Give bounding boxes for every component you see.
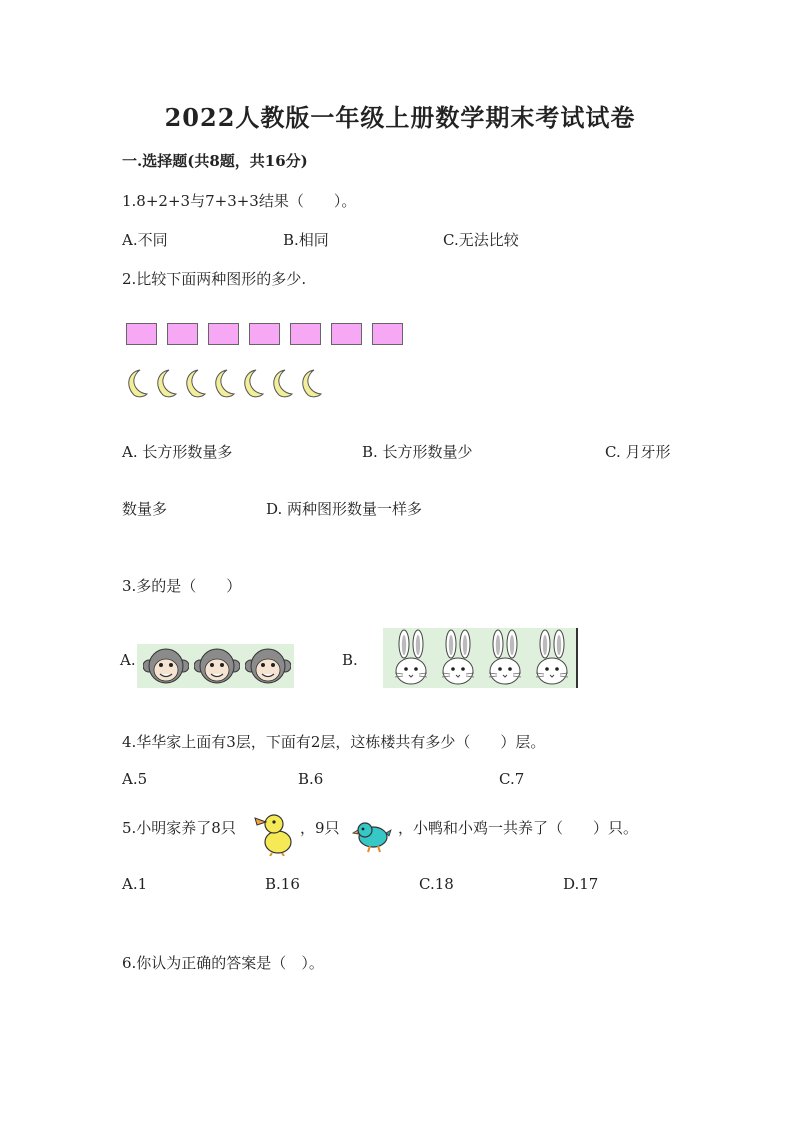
q5-option-d: D.17: [563, 875, 599, 893]
monkey-icon: [194, 646, 240, 686]
page-title: 2022人教版一年级上册数学期末考试试卷: [164, 103, 636, 132]
crescent-moon-icon: [211, 368, 235, 398]
duck-icon: [252, 808, 298, 856]
q1-option-b: B.相同: [283, 231, 329, 249]
q3-option-b-label: B.: [342, 651, 358, 669]
crescent-moon-icon: [153, 368, 177, 398]
rectangle-row: [126, 323, 413, 345]
rectangle-shape: [372, 323, 403, 345]
crescent-moon-icon: [124, 368, 148, 398]
question-5-part-1: 5.小明家养了8只: [122, 819, 236, 837]
question-6: 6.你认为正确的答案是（ ）。: [122, 954, 324, 972]
crescent-moon-icon: [269, 368, 293, 398]
q2-option-c: C. 月牙形: [605, 443, 671, 461]
q1-option-c: C.无法比较: [443, 231, 519, 249]
section-heading: 一.选择题(共8题，共16分): [122, 152, 308, 170]
question-5-part-3: ，小鸭和小鸡一共养了（ ）只。: [398, 819, 639, 837]
question-4: 4.华华家上面有3层，下面有2层，这栋楼共有多少（ ）层。: [122, 733, 546, 751]
rectangle-shape: [331, 323, 362, 345]
question-2: 2.比较下面两种图形的多少.: [122, 270, 307, 288]
question-1: 1.8+2+3与7+3+3结果（ ）。: [122, 192, 357, 210]
q4-option-b: B.6: [298, 770, 324, 788]
rectangle-shape: [208, 323, 239, 345]
q2-option-b: B. 长方形数量少: [362, 443, 473, 461]
q4-option-a: A.5: [122, 770, 148, 788]
rabbit-icon: [391, 629, 431, 687]
q3-option-a-label: A.: [120, 651, 136, 669]
crescent-row: [124, 368, 327, 398]
crescent-moon-icon: [298, 368, 322, 398]
q2-option-c-continued: 数量多: [122, 500, 168, 518]
rectangle-shape: [249, 323, 280, 345]
chick-icon: [352, 815, 392, 855]
crescent-moon-icon: [240, 368, 264, 398]
rabbit-icon: [438, 629, 478, 687]
question-3: 3.多的是（ ）: [122, 577, 242, 595]
q5-option-b: B.16: [265, 875, 300, 893]
q4-option-c: C.7: [499, 770, 525, 788]
question-5-part-2: ，9只: [300, 819, 340, 837]
rabbit-icon: [532, 629, 572, 687]
rabbit-picture: [383, 628, 578, 688]
q5-option-a: A.1: [122, 875, 148, 893]
rectangle-shape: [167, 323, 198, 345]
q1-option-a: A.不同: [122, 231, 168, 249]
crescent-moon-icon: [182, 368, 206, 398]
monkey-icon: [245, 646, 291, 686]
monkey-icon: [143, 646, 189, 686]
q2-option-d: D. 两种图形数量一样多: [266, 500, 423, 518]
rectangle-shape: [290, 323, 321, 345]
q2-option-a: A. 长方形数量多: [122, 443, 233, 461]
rectangle-shape: [126, 323, 157, 345]
q5-option-c: C.18: [419, 875, 454, 893]
monkey-picture: [137, 644, 294, 688]
rabbit-icon: [485, 629, 525, 687]
